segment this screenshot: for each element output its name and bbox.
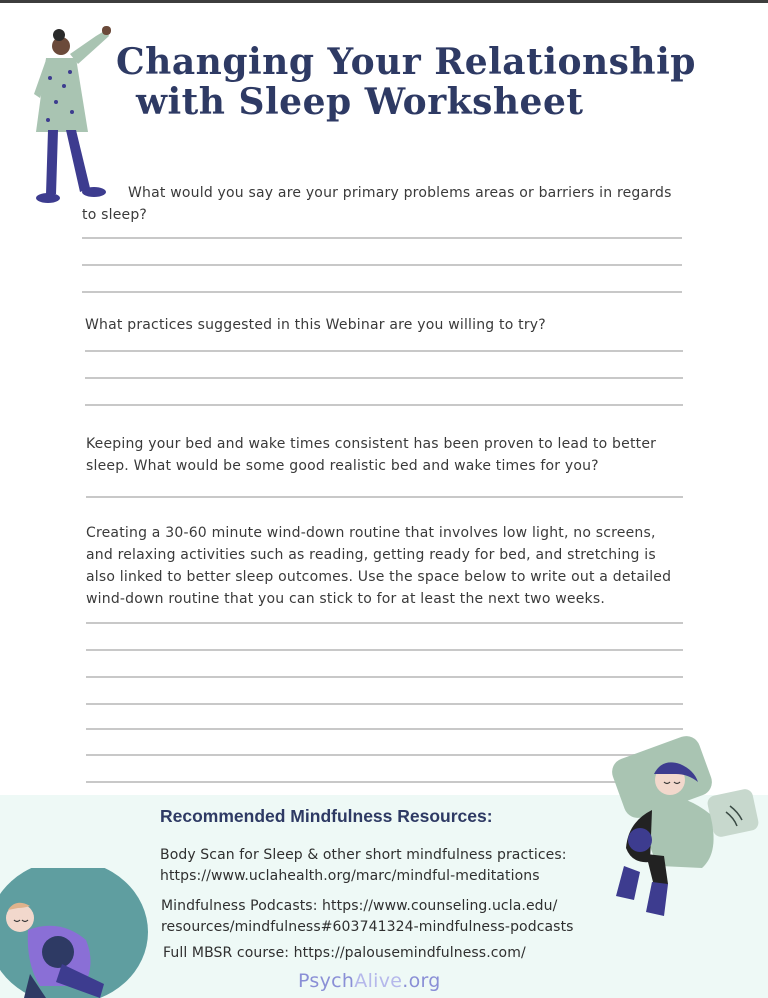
answer-line[interactable]: [86, 496, 683, 498]
question-1: What would you say are your primary problems areas or barriers in regards to sleep?: [82, 185, 672, 223]
answer-line[interactable]: [86, 649, 683, 651]
page-title: [116, 42, 736, 122]
resource-podcasts-link-line-1[interactable]: Mindfulness Podcasts: https://www.counseling.ucla.edu/: [161, 898, 558, 914]
answer-line[interactable]: [82, 237, 682, 239]
answer-line[interactable]: [86, 781, 683, 783]
answer-line[interactable]: [82, 291, 682, 293]
answer-line[interactable]: [86, 703, 683, 705]
top-border: [0, 0, 768, 3]
question-2: What practices suggested in this Webinar are you willing to try?: [85, 317, 546, 333]
answer-line[interactable]: [86, 622, 683, 624]
resources-heading: Recommended Mindfulness Resources:: [160, 806, 493, 826]
answer-line[interactable]: [85, 377, 683, 379]
brand-psych: Psych: [298, 970, 355, 992]
resource-body-scan-label: Body Scan for Sleep & other short mindfulness practices:: [160, 847, 567, 863]
answer-line[interactable]: [85, 404, 683, 406]
answer-line[interactable]: [86, 676, 683, 678]
reclining-person-illustration: [0, 868, 150, 998]
question-4: Creating a 30-60 minute wind-down routine that involves low light, no screens, and relaxing activities such as reading, getting ready for bed, and stretching is also linked to better sleep outcomes. Use the space below to write out a detailed wind-down routine that you can stick to for at least the next two weeks.: [86, 525, 672, 607]
resource-body-scan: [160, 845, 567, 887]
resource-mbsr[interactable]: Full MBSR course: https://palousemindfulness.com/: [163, 945, 526, 961]
title-line-1: Changing Your Relationship: [116, 41, 696, 83]
answer-line[interactable]: [82, 264, 682, 266]
resource-body-scan-link[interactable]: https://www.uclahealth.org/marc/mindful-meditations: [160, 868, 540, 884]
answer-line[interactable]: [86, 754, 683, 756]
answer-line[interactable]: [85, 350, 683, 352]
answer-line[interactable]: [86, 728, 683, 730]
brand-alive: Alive: [354, 970, 403, 992]
question-3: Keeping your bed and wake times consistent has been proven to lead to better sleep. What would be some good realistic bed and wake times for you?: [86, 436, 657, 474]
title-line-2: with Sleep Worksheet: [136, 81, 584, 123]
standing-person-illustration: [26, 24, 116, 206]
resource-podcasts: [161, 896, 574, 938]
psychalive-logo[interactable]: [298, 970, 441, 992]
sleeping-person-illustration: [606, 736, 762, 926]
resource-podcasts-link-line-2[interactable]: resources/mindfulness#603741324-mindfulness-podcasts: [161, 919, 574, 935]
brand-org: .org: [402, 970, 441, 992]
